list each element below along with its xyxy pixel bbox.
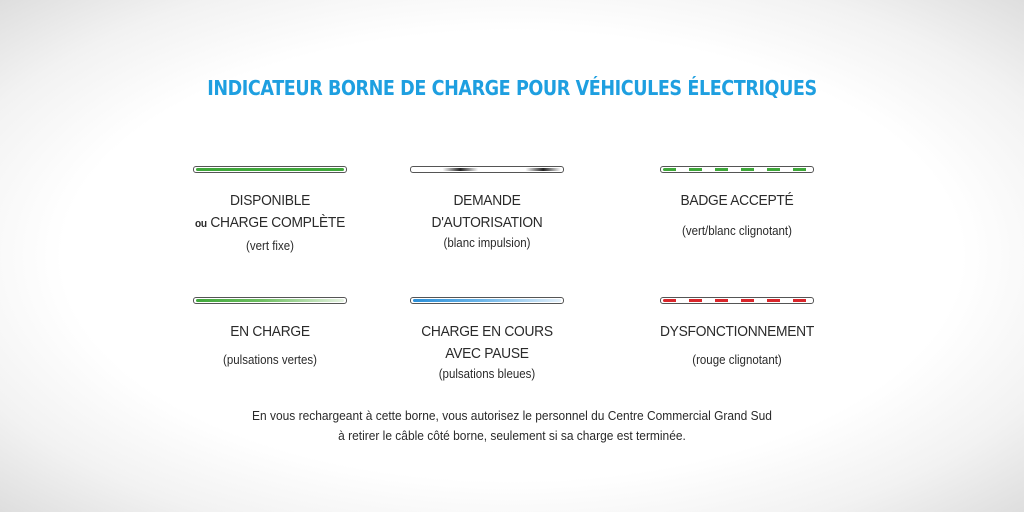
page-title: INDICATEUR BORNE DE CHARGE POUR VÉHICULES ÉLECTRIQUES — [207, 76, 817, 100]
indicator-detail: (vert/blanc clignotant) — [682, 224, 792, 238]
indicator-label: BADGE ACCEPTÉ — [680, 192, 794, 209]
indicator-label: EN CHARGE — [230, 323, 310, 340]
indicator-label: DYSFONCTIONNEMENT — [659, 323, 815, 340]
indicator-detail: (blanc impulsion) — [443, 236, 531, 250]
indicator-pause — [387, 321, 587, 383]
indicator-label: DEMANDE — [453, 192, 521, 209]
indicator-badge — [637, 190, 837, 240]
indicator-detail: (vert fixe) — [246, 239, 294, 253]
indicator-label: D'AUTORISATION — [431, 214, 543, 231]
indicator-detail: (pulsations bleues) — [438, 367, 536, 381]
indicator-detail: (rouge clignotant) — [692, 353, 782, 367]
indicator-dysfonctionnement — [637, 321, 837, 369]
indicator-bar-green-solid — [193, 166, 347, 173]
indicator-label: CHARGE EN COURS — [421, 323, 553, 340]
indicator-bar-white-pulse — [410, 166, 564, 173]
notice-line: En vous rechargeant à cette borne, vous autorisez le personnel du Centre Commercial Grand Sud — [252, 408, 772, 423]
indicator-disponible — [170, 190, 370, 255]
indicator-demande — [387, 190, 587, 252]
notice-line: à retirer le câble côté borne, seulement si sa charge est terminée. — [338, 428, 686, 443]
indicator-label: AVEC PAUSE — [445, 345, 529, 362]
indicator-bar-blue-gradient — [410, 297, 564, 304]
indicator-detail: (pulsations vertes) — [223, 353, 317, 367]
indicator-label: DISPONIBLE — [229, 192, 311, 209]
indicator-bar-green-dashed — [660, 166, 814, 173]
notice-text — [41, 406, 983, 446]
or-label: ou — [194, 218, 207, 230]
indicator-bar-green-gradient — [193, 297, 347, 304]
indicator-label: ou CHARGE COMPLÈTE — [194, 214, 346, 231]
indicator-bar-red-dashed — [660, 297, 814, 304]
indicator-en-charge — [170, 321, 370, 369]
